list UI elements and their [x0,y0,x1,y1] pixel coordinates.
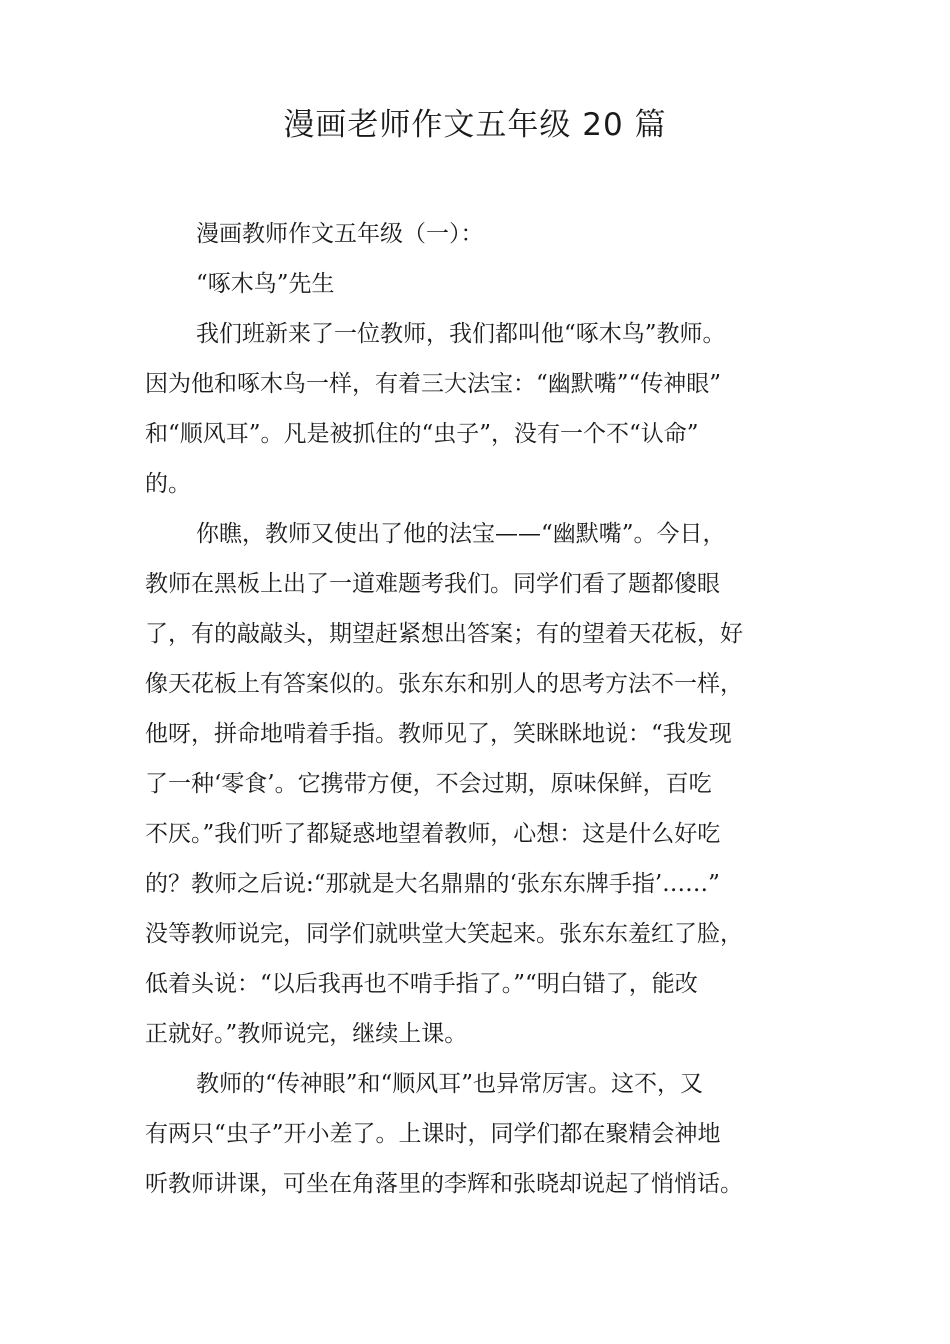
text-line: 像天花板上有答案似的。张东东和别人的思考方法不一样， [145,671,743,697]
text-line: 他呀，拼命地啃着手指。教师见了，笑眯眯地说：“我发现 [145,721,732,747]
text-line: 了一种‘零食’。它携带方便，不会过期，原味保鲜，百吃 [145,771,712,797]
text-line: “啄木鸟”先生 [196,271,335,297]
document-title: 漫画老师作文五年级 20 篇 [283,107,667,143]
text-line: 没等教师说完，同学们就哄堂大笑起来。张东东羞红了脸， [145,921,743,947]
document-body [145,209,845,1209]
text-line: 不厌。”我们听了都疑惑地望着教师，心想：这是什么好吃 [145,821,721,847]
text-line: 因为他和啄木鸟一样，有着三大法宝：“幽默嘴”“传神眼” [145,371,722,397]
text-line: 低着头说：“以后我再也不啃手指了。”“明白错了，能改 [145,971,698,997]
text-line: 正就好。”教师说完，继续上课。 [145,1021,468,1047]
text-line: 和“顺风耳”。凡是被抓住的“虫子”，没有一个不“认命” [145,421,699,447]
text-line: 教师在黑板上出了一道难题考我们。同学们看了题都傻眼 [145,571,720,597]
text-line: 有两只“虫子”开小差了。上课时，同学们都在聚精会神地 [145,1121,721,1147]
text-line: 我们班新来了一位教师，我们都叫他“啄木鸟”教师。 [196,321,726,347]
text-line: 的？教师之后说:“那就是大名鼎鼎的‘张东东牌手指’……” [145,871,720,897]
text-line: 了，有的敲敲头，期望赶紧想出答案；有的望着天花板，好 [145,621,743,647]
text-line: 听教师讲课，可坐在角落里的李辉和张晓却说起了悄悄话。 [145,1171,743,1197]
text-line: 你瞧，教师又使出了他的法宝——“幽默嘴”。今日， [196,521,726,547]
text-line: 的。 [145,471,191,497]
text-line: 教师的“传神眼”和“顺风耳”也异常厉害。这不，又 [196,1071,704,1097]
text-line: 漫画教师作文五年级（一）： [196,221,484,247]
